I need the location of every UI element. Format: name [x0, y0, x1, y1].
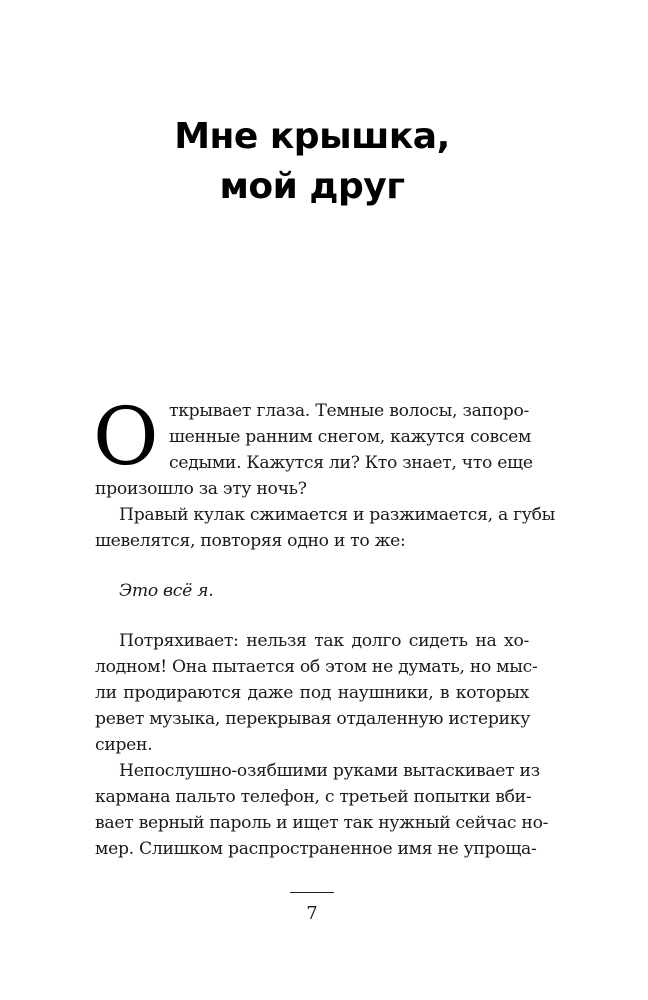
drop-cap: О — [93, 398, 159, 476]
italic-line: Это всё я. — [119, 581, 214, 601]
text-line: лодном! Она пытается об этом не думать, но мыс- — [95, 657, 538, 677]
text-line: ткрывает глаза. Темные волосы, запоро- — [169, 401, 529, 421]
text-line: Правый кулак сжимается и разжимается, а губы — [119, 505, 556, 525]
page-number: 7 — [306, 903, 318, 924]
body-text — [93, 398, 556, 862]
footer-rule — [290, 892, 334, 893]
text-line: Непослушно-озябшими руками вытаскивает из — [119, 761, 540, 781]
text-line: вает верный пароль и ищет так нужный сейчас но- — [95, 813, 549, 833]
text-line: ли продираются даже под наушники, в которых — [95, 683, 529, 703]
chapter-title-line: Мне крышка, — [174, 116, 450, 157]
text-line: сирен. — [95, 735, 153, 755]
text-line: Потряхивает: нельзя так долго сидеть на хо- — [119, 631, 529, 651]
text-line: мер. Слишком распространенное имя не упроща- — [95, 839, 537, 859]
chapter-title — [0, 112, 624, 212]
text-line: кармана пальто телефон, с третьей попытки вби- — [95, 787, 532, 807]
text-line: произошло за эту ночь? — [95, 479, 307, 499]
chapter-title-line: мой друг — [219, 166, 405, 207]
text-line: седыми. Кажутся ли? Кто знает, что еще — [169, 453, 533, 473]
text-line: шенные ранним снегом, кажутся совсем — [169, 427, 532, 447]
text-line: шевелятся, повторяя одно и то же: — [95, 531, 406, 551]
text-line: ревет музыка, перекрывая отдаленную истерику — [95, 709, 531, 729]
